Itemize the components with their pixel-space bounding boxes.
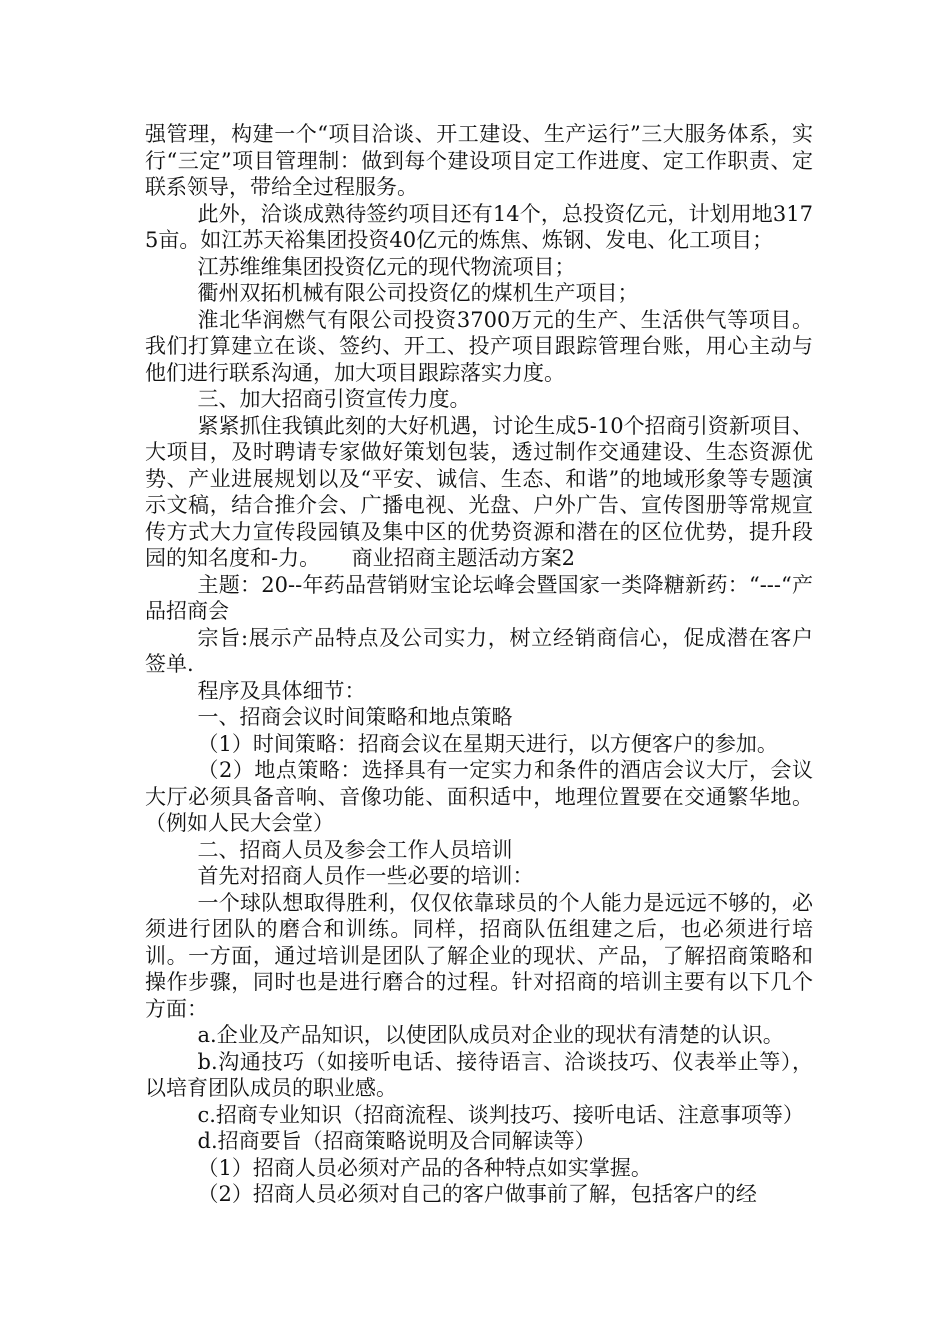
- section-heading: 二、招商人员及参会工作人员培训: [197, 837, 513, 862]
- list-item: d.招商要旨（招商策略说明及合同解读等）: [197, 1129, 596, 1153]
- document-body: [145, 121, 813, 1208]
- list-item: （2）地点策略：选择具有一定实力和条件的酒店会议大厅，会议大厅必须具备音响、音像功能、面积适中，地理位置要在交通繁华地。（例如人民大会堂）: [145, 758, 813, 835]
- paragraph: 首先对招商人员作一些必要的培训：: [197, 864, 534, 888]
- paragraph: 衢州双拓机械有限公司投资亿的煤机生产项目；: [197, 281, 639, 305]
- list-item: （1）招商人员必须对产品的各种特点如实掌握。: [197, 1155, 652, 1180]
- list-item: b.沟通技巧（如接听电话、接待语言、洽谈技巧、仪表举止等），以培育团队成员的职业感。: [145, 1049, 813, 1100]
- paragraph: 江苏维维集团投资亿元的现代物流项目；: [197, 254, 576, 279]
- paragraph: 淮北华润燃气有限公司投资3700万元的生产、生活供气等项目。我们打算建立在谈、签约、开工、投产项目跟踪管理台账，用心主动与他们进行联系沟通，加大项目跟踪落实力度。: [145, 307, 813, 385]
- paragraph: 紧紧抓住我镇此刻的大好机遇，讨论生成5-10个招商引资新项目、大项目，及时聘请专家做好策划包装，透过制作交通建设、生态资源优势、产业进展规划以及“平安、诚信、生态、和谐”的地域形象等专题演示文稿，结合推介会、广播电视、光盘、户外广告、宣传图册等常规宣传方式大力宣传段园镇及集中区的优势资源和潜在的区位优势，提升段园的知名度和-力。 商业招商主题活动方案2: [145, 413, 813, 570]
- section-heading: 三、加大招商引资宣传力度。: [197, 387, 471, 411]
- list-item: c.招商专业知识（招商流程、谈判技巧、接听电话、注意事项等）: [197, 1102, 804, 1127]
- paragraph: 程序及具体细节：: [197, 678, 366, 703]
- section-heading: 一、招商会议时间策略和地点策略: [197, 705, 513, 729]
- paragraph: 此外，洽谈成熟待签约项目还有14个，总投资亿元，计划用地3175亩。如江苏天裕集团投资40亿元的炼焦、炼钢、发电、化工项目；: [145, 201, 813, 252]
- paragraph: 强管理，构建一个“项目洽谈、开工建设、生产运行”三大服务体系，实行“三定”项目管理制：做到每个建设项目定工作进度、定工作职责、定联系领导，带给全过程服务。: [145, 122, 813, 199]
- list-item: （1）时间策略：招商会议在星期天进行，以方便客户的参加。: [197, 731, 778, 756]
- list-item: （2）招商人员必须对自己的客户做事前了解，包括客户的经: [197, 1182, 757, 1206]
- paragraph: 宗旨:展示产品特点及公司实力，树立经销商信心，促成潜在客户签单.: [145, 625, 813, 676]
- paragraph: 一个球队想取得胜利，仅仅依靠球员的个人能力是远远不够的，必须进行团队的磨合和训练。同样，招商队伍组建之后，也必须进行培训。一方面，通过培训是团队了解企业的现状、产品，了解招商策略和操作步骤，同时也是进行磨合的过程。针对招商的培训主要有以下几个方面：: [145, 890, 813, 1021]
- list-item: a.企业及产品知识，以使团队成员对企业的现状有清楚的认识。: [197, 1023, 784, 1047]
- paragraph: 主题：20--年药品营销财宝论坛峰会暨国家一类降糖新药：“---“产品招商会: [145, 572, 813, 623]
